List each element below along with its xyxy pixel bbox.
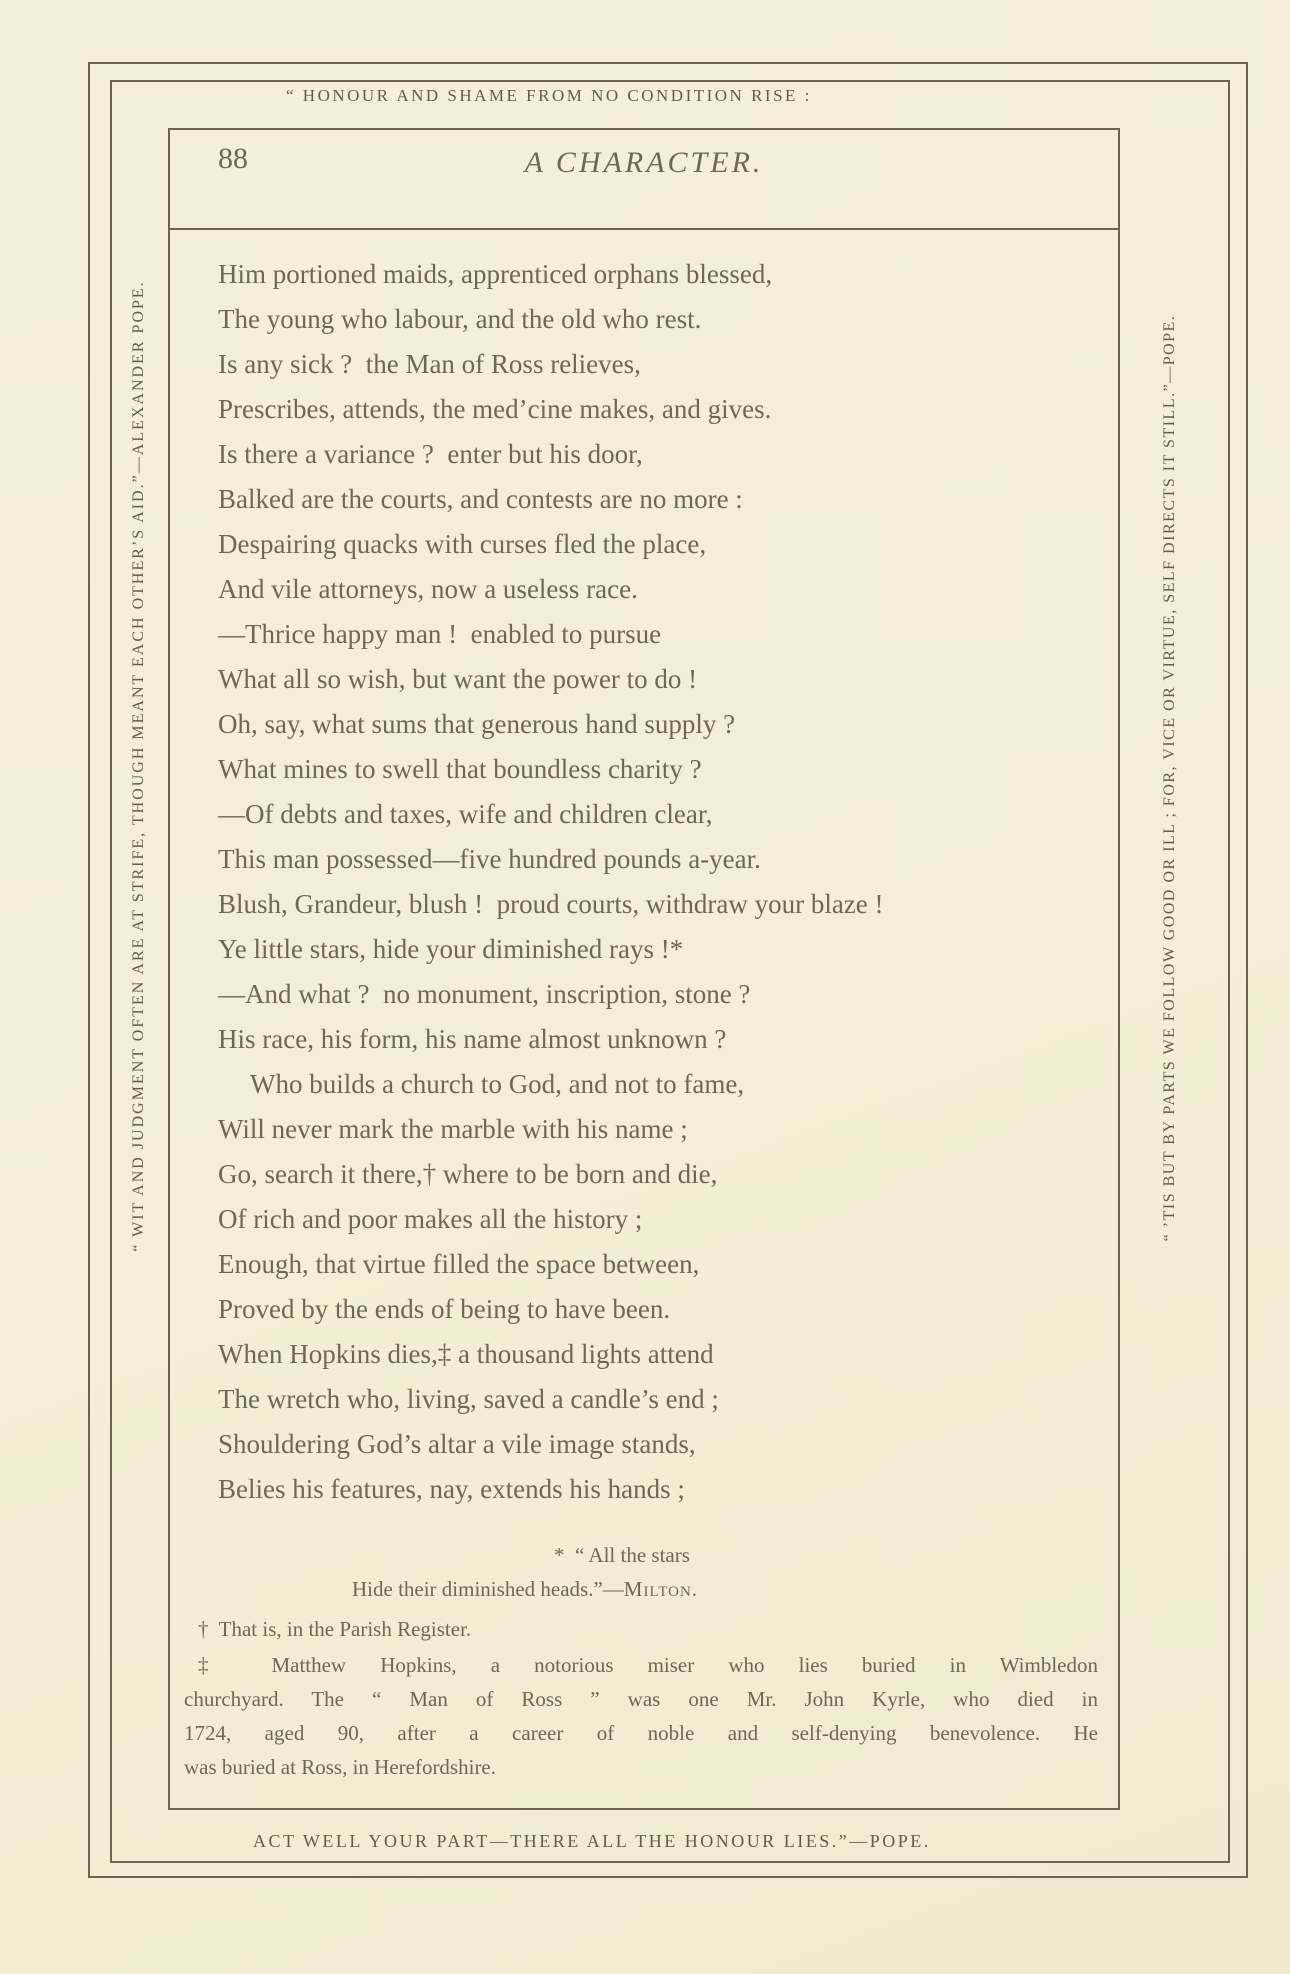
poem-line: This man possessed—five hundred pounds a-year. bbox=[218, 844, 761, 874]
poem-line: The wretch who, living, saved a candle’s end ; bbox=[218, 1384, 719, 1414]
poem-line: Oh, say, what sums that generous hand supply ? bbox=[218, 709, 736, 739]
poem-line: Blush, Grandeur, blush ! proud courts, withdraw your blaze ! bbox=[218, 889, 884, 919]
poem-line: What all so wish, but want the power to do ! bbox=[218, 664, 698, 694]
poem-line: Who builds a church to God, and not to fame, bbox=[250, 1069, 745, 1099]
milton-attribution: Milton. bbox=[623, 1577, 699, 1601]
footnote-star bbox=[352, 1538, 698, 1606]
poem-line: Prescribes, attends, the med’cine makes, and gives. bbox=[218, 394, 772, 424]
footnote-line: ‡ Matthew Hopkins, a notorious miser who lies buried in Wimbledon bbox=[198, 1653, 1098, 1677]
poem-line: The young who labour, and the old who rest. bbox=[218, 304, 702, 334]
poem-line: And vile attorneys, now a useless race. bbox=[218, 574, 638, 604]
poem-line: Is there a variance ? enter but his door, bbox=[218, 439, 643, 469]
poem-body bbox=[170, 252, 1118, 1512]
border-quote-bottom: ACT WELL YOUR PART—THERE ALL THE HONOUR LIES.”—POPE. bbox=[253, 1831, 931, 1851]
border-quote-right: “ ’TIS BUT BY PARTS WE FOLLOW GOOD OR ILL ; FOR, VICE OR VIRTUE, SELF DIRECTS IT STILL.”—POPE. bbox=[1161, 314, 1178, 1242]
footnote-line: churchyard. The “ Man of Ross ” was one Mr. John Kyrle, who died in bbox=[184, 1687, 1098, 1711]
footnote-dagger: † That is, in the Parish Register. bbox=[198, 1617, 472, 1641]
poem-line: —Thrice happy man ! enabled to pursue bbox=[218, 619, 662, 649]
poem-line: Will never mark the marble with his name ; bbox=[218, 1114, 688, 1144]
poem-line: Despairing quacks with curses fled the place, bbox=[218, 529, 707, 559]
footnote-star-quote: Hide their diminished heads.”— bbox=[352, 1577, 624, 1601]
poem-line: Go, search it there,† where to be born and die, bbox=[218, 1159, 718, 1189]
page-number: 88 bbox=[218, 142, 248, 175]
poem-line: Shouldering God’s altar a vile image stands, bbox=[218, 1429, 696, 1459]
poem-line: Balked are the courts, and contests are no more : bbox=[218, 484, 743, 514]
poem-line: What mines to swell that boundless charity ? bbox=[218, 754, 702, 784]
poem-line: Enough, that virtue filled the space between, bbox=[218, 1249, 700, 1279]
poem-line: Ye little stars, hide your diminished rays !* bbox=[218, 934, 684, 964]
page-title: A CHARACTER. bbox=[524, 146, 764, 179]
page-header bbox=[170, 130, 1118, 230]
poem-line: Is any sick ? the Man of Ross relieves, bbox=[218, 349, 641, 379]
poem-frame bbox=[168, 128, 1120, 1810]
poem-line: Belies his features, nay, extends his hands ; bbox=[218, 1474, 685, 1504]
border-quote-top: “ HONOUR AND SHAME FROM NO CONDITION RISE : bbox=[286, 86, 812, 105]
footnote-line: 1724, aged 90, after a career of noble and self-denying benevolence. He bbox=[184, 1721, 1098, 1745]
poem-line: —And what ? no monument, inscription, stone ? bbox=[218, 979, 751, 1009]
poem-line: Him portioned maids, apprenticed orphans blessed, bbox=[218, 259, 773, 289]
poem-line: —Of debts and taxes, wife and children clear, bbox=[218, 799, 713, 829]
footnote-star-line1: * “ All the stars bbox=[554, 1543, 690, 1567]
border-quote-left: “ WIT AND JUDGMENT OFTEN ARE AT STRIFE, THOUGH MEANT EACH OTHER’S AID.”—ALEXANDER POPE. bbox=[130, 280, 147, 1252]
footnote-double-dagger bbox=[170, 1648, 1118, 1784]
poem-line: When Hopkins dies,‡ a thousand lights attend bbox=[218, 1339, 714, 1369]
poem-line: Of rich and poor makes all the history ; bbox=[218, 1204, 643, 1234]
footnote-line: was buried at Ross, in Herefordshire. bbox=[184, 1755, 497, 1779]
poem-line: His race, his form, his name almost unknown ? bbox=[218, 1024, 727, 1054]
footnote-star-line2 bbox=[352, 1572, 698, 1606]
poem-line: Proved by the ends of being to have been. bbox=[218, 1294, 671, 1324]
